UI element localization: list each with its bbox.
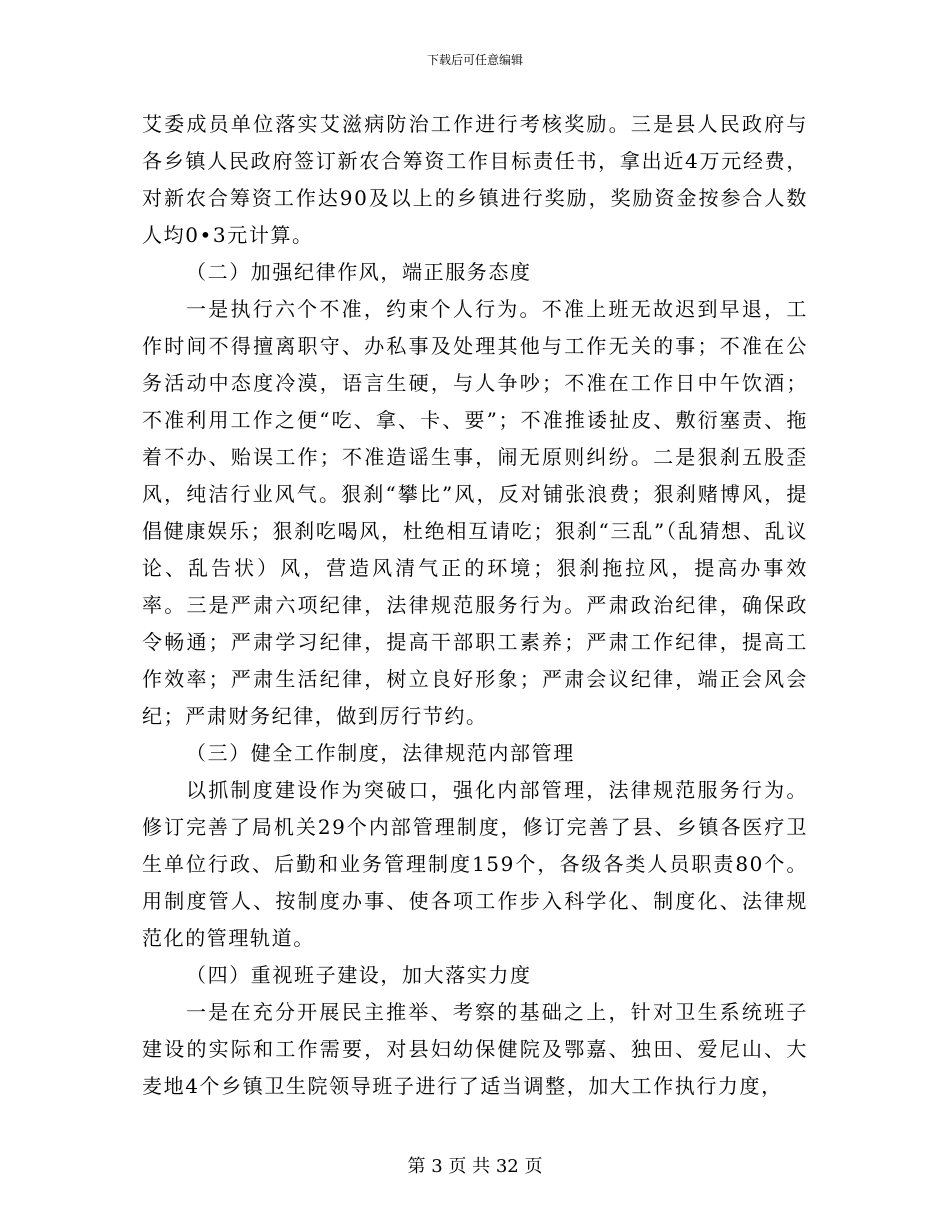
paragraph-regulations: 以抓制度建设作为突破口，强化内部管理，法律规范服务行为。修订完善了局机关29个内部管理制度，修订完善了县、乡镇各医疗卫生单位行政、后勤和业务管理制度159个，各级各类人员职责80个。用制度管人、按制度办事、使各项工作步入科学化、制度化、法律规范化的管理轨道。: [142, 778, 808, 950]
section-heading-4: （四）重视班子建设，加大落实力度: [186, 963, 532, 987]
document-body: [142, 106, 808, 1105]
page-footer: 第 3 页 共 32 页: [407, 1156, 543, 1177]
section-heading-3: （三）健全工作制度，法律规范内部管理: [186, 741, 575, 765]
page-header: 下载后可任意编辑: [426, 53, 523, 67]
paragraph-leadership: 一是在充分开展民主推举、考察的基础之上，针对卫生系统班子建设的实际和工作需要，对县妇幼保健院及鄂嘉、独田、爱尼山、大麦地4个乡镇卫生院领导班子进行了适当调整，加大工作执行力度，: [142, 1000, 808, 1098]
paragraph-discipline: 一是执行六个不准，约束个人行为。不准上班无故迟到早退，工作时间不得擅离职守、办私事及处理其他与工作无关的事；不准在公务活动中态度冷漠，语言生硬，与人争吵；不准在工作日中午饮酒；不准利用工作之便“吃、拿、卡、要”；不准推诿扯皮、敷衍塞责、拖着不办、贻误工作；不准造谣生事，闹无原则纠纷。二是狠刹五股歪风，纯洁行业风气。狠刹“攀比”风，反对铺张浪费；狠刹赌博风，提倡健康娱乐；狠刹吃喝风，杜绝相互请吃；狠刹“三乱”（乱猜想、乱议论、乱告状）风，营造风清气正的环境；狠刹拖拉风，提高办事效率。三是严肃六项纪律，法律规范服务行为。严肃政治纪律，确保政令畅通；严肃学习纪律，提高干部职工素养；严肃工作纪律，提高工作效率；严肃生活纪律，树立良好形象；严肃会议纪律，端正会风会纪；严肃财务纪律，做到厉行节约。: [142, 297, 808, 728]
section-heading-2: （二）加强纪律作风，端正服务态度: [186, 260, 532, 284]
paragraph-continued: 艾委成员单位落实艾滋病防治工作进行考核奖励。三是县人民政府与各乡镇人民政府签订新农合筹资工作目标责任书，拿出近4万元经费，对新农合筹资工作达90及以上的乡镇进行奖励，奖励资金按参合人数人均0•3元计算。: [142, 112, 808, 247]
